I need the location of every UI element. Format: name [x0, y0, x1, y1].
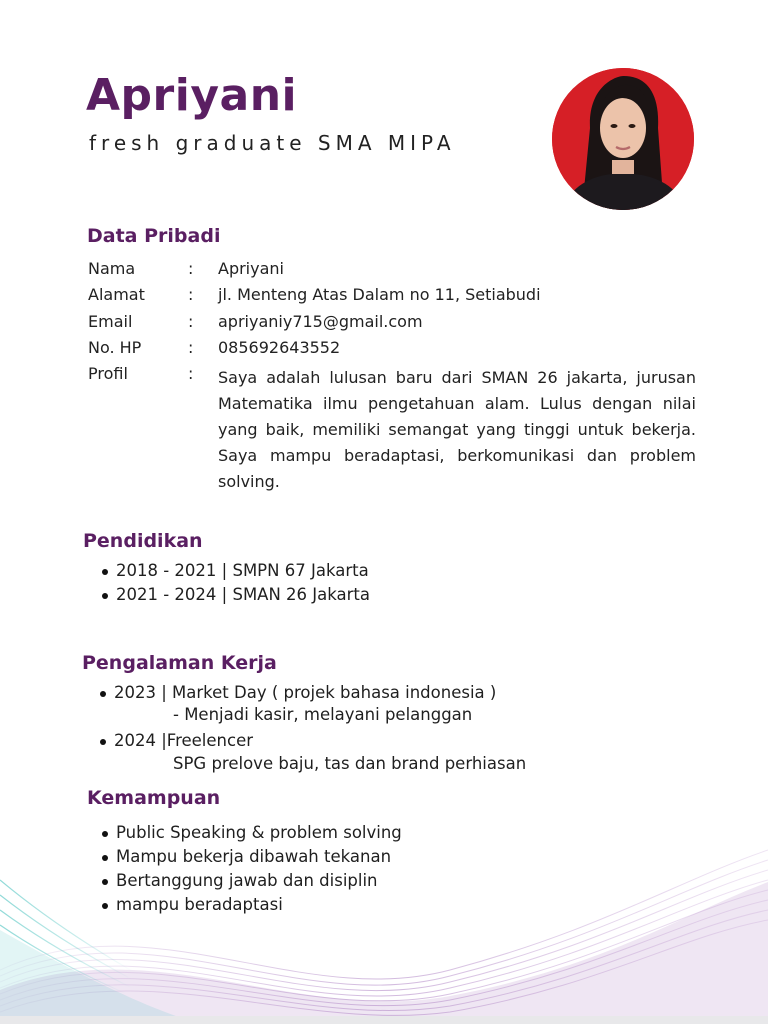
info-label: Nama — [88, 259, 136, 278]
list-item: Mampu bekerja dibawah tekanan — [100, 845, 402, 869]
profile-photo — [552, 68, 694, 210]
info-colon: : — [188, 338, 194, 357]
experience-list — [98, 729, 253, 753]
section-title-kemampuan: Kemampuan — [87, 787, 221, 809]
info-value-phone: 085692643552 — [218, 338, 341, 357]
list-item: 2023 | Market Day ( projek bahasa indonesia ) — [98, 681, 496, 705]
cv-subtitle: fresh graduate SMA MIPA — [89, 131, 456, 155]
info-colon: : — [188, 285, 194, 304]
experience-detail: - Menjadi kasir, melayani pelanggan — [173, 705, 473, 724]
experience-detail: SPG prelove baju, tas dan brand perhiasan — [173, 754, 527, 773]
section-title-pendidikan: Pendidikan — [83, 530, 203, 552]
info-value-nama: Apriyani — [218, 259, 284, 278]
info-label: No. HP — [88, 338, 142, 357]
info-label: Email — [88, 312, 133, 331]
info-label: Alamat — [88, 285, 145, 304]
list-item: Public Speaking & problem solving — [100, 821, 402, 845]
cv-name: Apriyani — [86, 70, 298, 121]
info-colon: : — [188, 364, 194, 383]
section-title-pengalaman: Pengalaman Kerja — [82, 652, 277, 674]
list-item: Bertanggung jawab dan disiplin — [100, 869, 402, 893]
info-colon: : — [188, 259, 194, 278]
list-item: 2018 - 2021 | SMPN 67 Jakarta — [100, 559, 370, 583]
profile-summary: Saya adalah lulusan baru dari SMAN 26 jakarta, jurusan Matematika ilmu pengetahuan alam. Lulus dengan nilai yang baik, memiliki semangat yang tinggi untuk bekerja. Saya mampu beradaptasi, berkomunikasi dan problem solving. — [218, 368, 696, 491]
education-list — [100, 559, 370, 607]
info-colon: : — [188, 312, 194, 331]
section-title-data-pribadi: Data Pribadi — [87, 225, 221, 247]
list-item: 2021 - 2024 | SMAN 26 Jakarta — [100, 583, 370, 607]
footer-bar — [0, 1016, 768, 1024]
info-value-alamat: jl. Menteng Atas Dalam no 11, Setiabudi — [218, 285, 541, 304]
info-value-email: apriyaniy715@gmail.com — [218, 312, 423, 331]
skills-list — [100, 821, 402, 917]
list-item: 2024 |Freelencer — [98, 729, 253, 753]
info-label: Profil — [88, 364, 128, 383]
experience-list — [98, 681, 496, 705]
list-item: mampu beradaptasi — [100, 893, 402, 917]
